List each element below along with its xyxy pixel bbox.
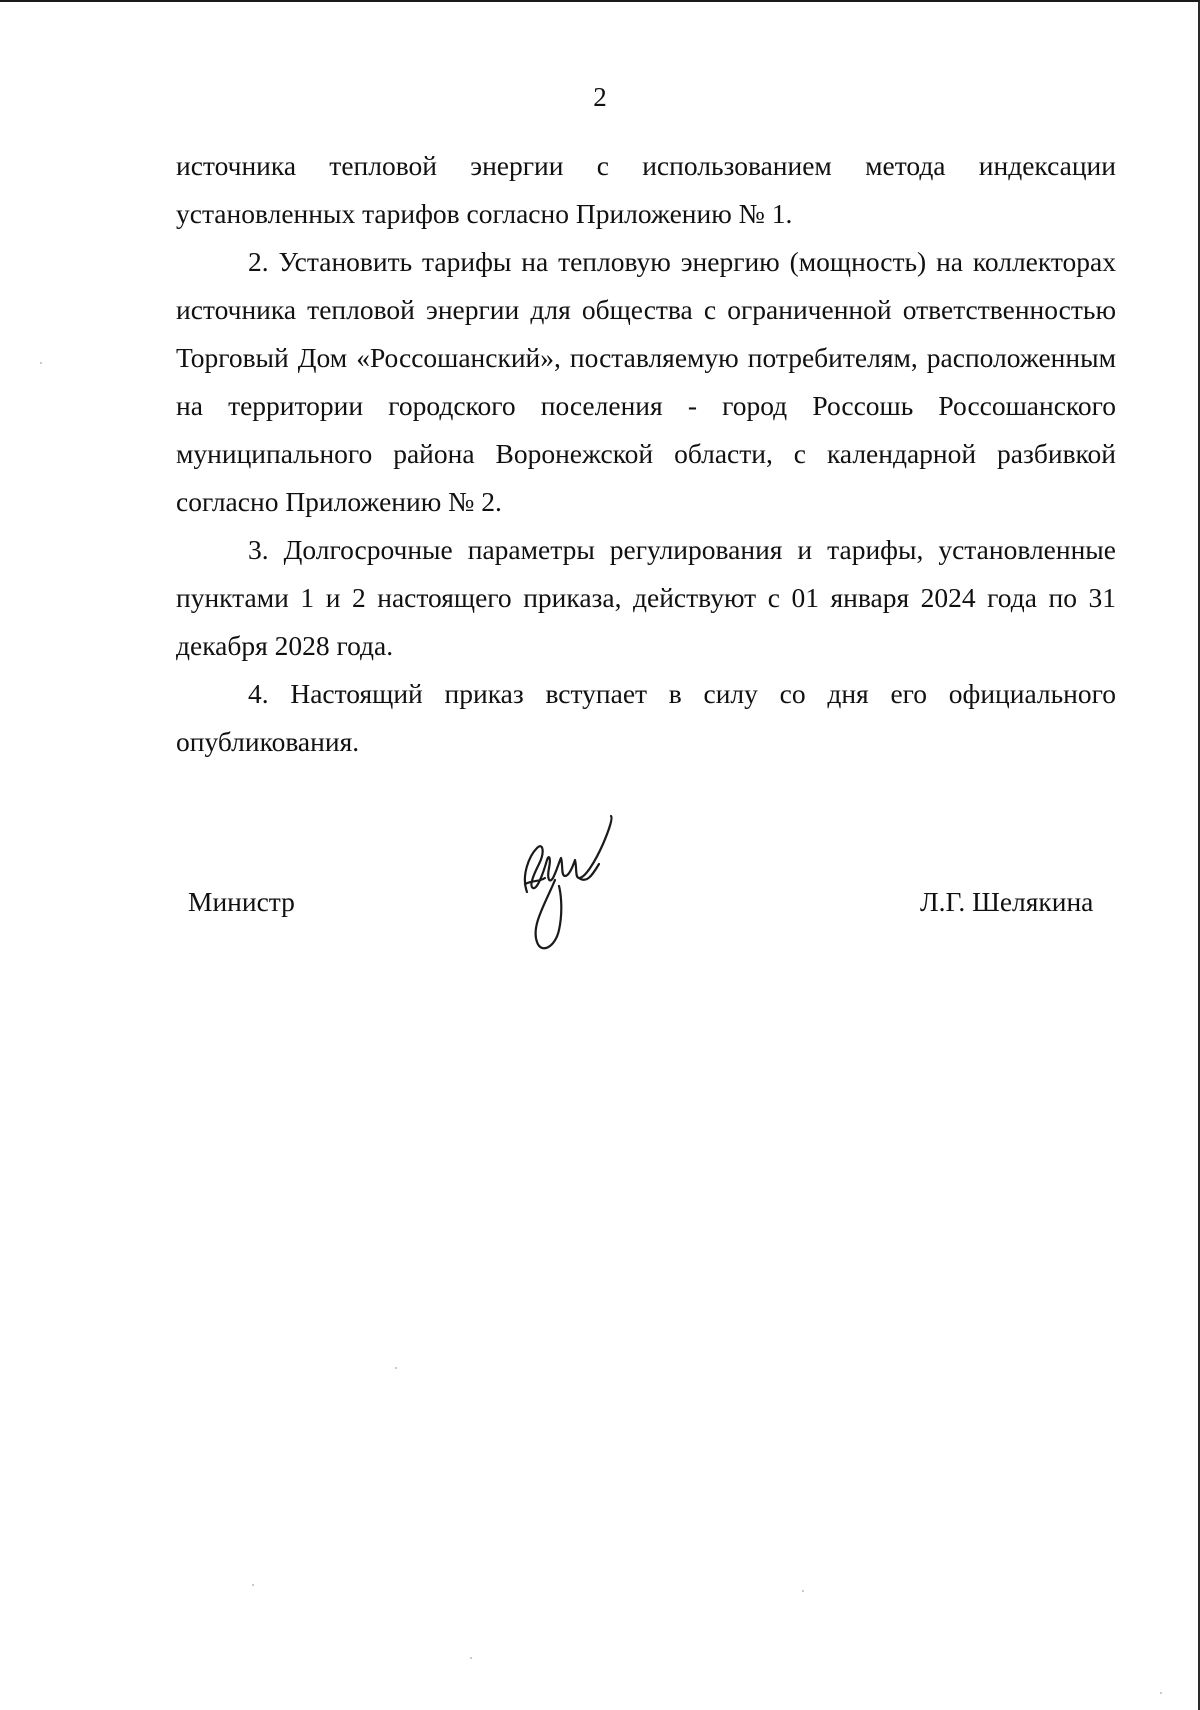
scan-speck: [802, 1590, 804, 1592]
position-title: Министр: [188, 886, 295, 917]
scan-speck: [395, 1367, 397, 1369]
document-body: [176, 142, 1116, 766]
scan-speck: [40, 362, 42, 364]
signer-name: Л.Г. Шелякина: [920, 886, 1094, 917]
scan-speck: [470, 1657, 472, 1659]
paragraph-4: 4. Настоящий приказ вступает в силу со дня его официального опубликования.: [176, 678, 1116, 757]
scan-speck: [1160, 1692, 1162, 1694]
paragraph-2: 2. Установить тарифы на тепловую энергию (мощность) на коллекторах источника тепловой энергии для общества с ограниченной ответственностью Торговый Дом «Россошанский», поставляемую потребителям, расположенным на территории городского поселения - город Россошь Россошанского муниципального района Воронежской области, с календарной разбивкой согласно Приложению № 2.: [176, 246, 1116, 517]
paragraph-1-continuation: источника тепловой энергии с использованием метода индексации установленных тарифов согласно Приложению № 1.: [176, 150, 1116, 229]
scan-speck: [252, 1584, 254, 1586]
paragraph-3: 3. Долгосрочные параметры регулирования и тарифы, установленные пунктами 1 и 2 настоящего приказа, действуют с 01 января 2024 года по 31 декабря 2028 года.: [176, 534, 1116, 661]
page-number: 2: [593, 82, 607, 112]
handwritten-signature-icon: [515, 814, 625, 964]
